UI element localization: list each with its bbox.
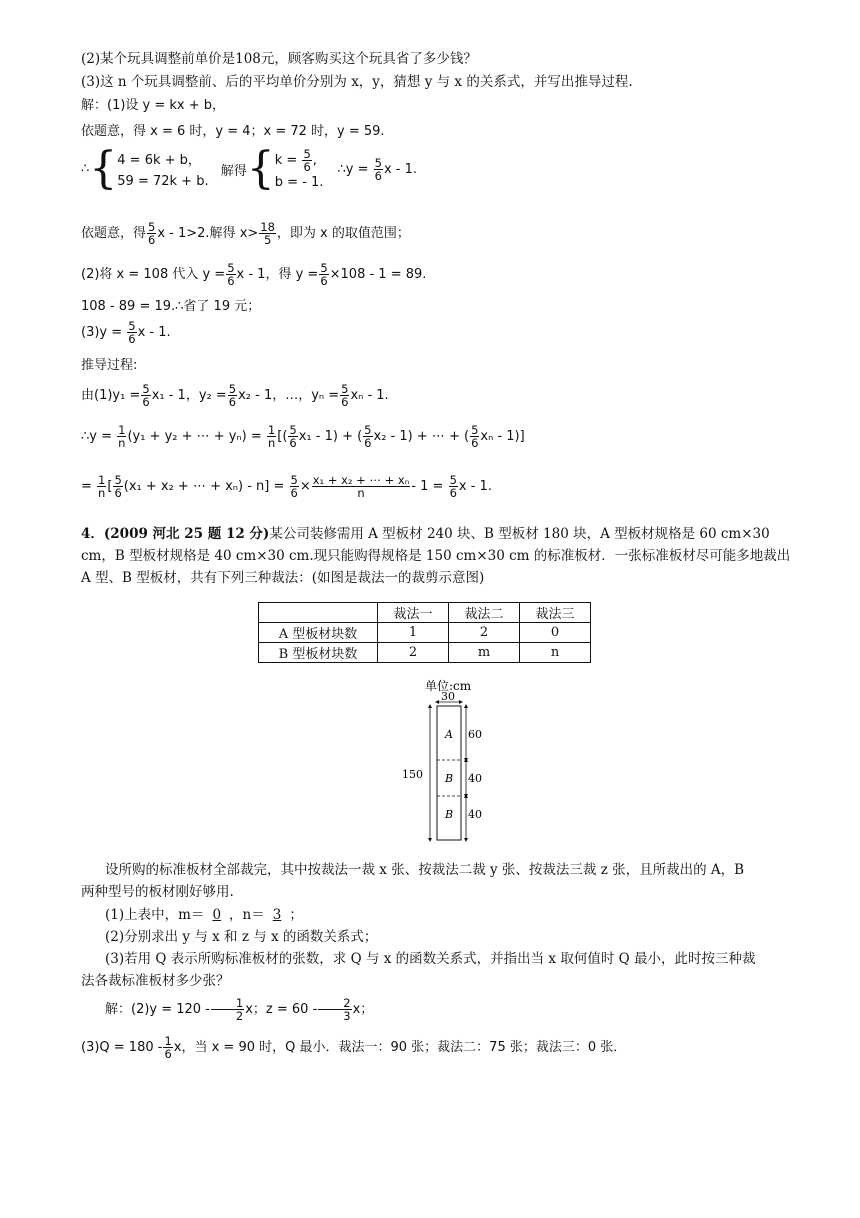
- part-2: (2)分别求出 y 与 x 和 z 与 x 的函数关系式；: [105, 929, 378, 945]
- table-row: B 型板材块数 2 m n: [259, 643, 591, 663]
- derivation-title: 推导过程:: [81, 358, 138, 373]
- solution-part-2: 解：(2)y = 120 - $\frac{1}{2}$ x；z = 60 - $\frac{2}{3}$ x；: [105, 996, 374, 1023]
- part-3-line-2: 法各裁标准板材多少张？: [81, 973, 230, 989]
- table-header-row: 裁法一 裁法二 裁法三: [259, 603, 591, 623]
- setup-line-2: 两种型号的板材刚好够用.: [81, 884, 234, 900]
- derivation-line-3: = $\frac{1}{n}$ [ $\frac{5}{6}$ (x₁ + x₂ + ⋯ + xₙ) - n] = $\frac{5}{6}$ × $\frac{\text{x₁ + x₂ + ⋯ + xₙ}}{n}$ - 1 = $\frac{5}{6}$ x - 1.: [81, 473, 492, 500]
- question-4-line-1: 4．(2009 河北 25 题 12 分)某公司装修需用 A 型板材 240 块、B 型板材 180 块，A 型板材规格是 60 cm×30: [81, 526, 770, 542]
- substitution-line: (2)将 x = 108 代入 y = $\frac{5}{6}$ x - 1，得 y = $\frac{5}{6}$ ×108 - 1 = 89.: [81, 261, 427, 288]
- width-label: 30: [441, 690, 455, 703]
- piece-b-label: B: [445, 808, 454, 821]
- piece-a-label: A: [445, 728, 453, 741]
- solution-start: 解：(1)设 y = kx + b，: [81, 98, 226, 113]
- setup-line-1: 设所购的标准板材全部裁完，其中按裁法一裁 x 张、按裁法二裁 y 张、按裁法三裁 z 张，且所裁出的 A，B: [105, 862, 745, 878]
- unit-label: 单位:cm: [425, 679, 472, 693]
- part-1: (1)上表中，m＝ 0 ，n＝ 3 ；: [105, 907, 303, 923]
- cutting-diagram: [400, 676, 510, 846]
- solution-part-3: (3)Q = 180 - $\frac{1}{6}$ x，当 x = 90 时，Q 最小．裁法一：90 张；裁法二：75 张；裁法三：0 张．: [81, 1034, 627, 1061]
- derivation-line-1: 由(1)y₁ = $\frac{5}{6}$ x₁ - 1，y₂ = $\frac{5}{6}$ x₂ - 1，…，yₙ = $\frac{5}{6}$ xₙ - 1.: [81, 382, 389, 409]
- range-line: 依题意，得 $\frac{5}{6}$ x - 1>2.解得 x> $\frac{18}{5}$ ，即为 x 的取值范围；: [81, 220, 410, 247]
- segment-b-label: 40: [468, 772, 482, 785]
- saved-line: 108 - 89 = 19.∴省了 19 元；: [81, 299, 261, 314]
- cutting-methods-table: [258, 602, 591, 663]
- derivation-line-2: ∴y = $\frac{1}{n}$ (y₁ + y₂ + ⋯ + yₙ) = $\frac{1}{n}$ [( $\frac{5}{6}$ x₁ - 1) + ( $\frac{5}{6}$ x₂ - 1) + ⋯ + ( $\frac{5}{6}$ xₙ - 1)]: [81, 423, 525, 450]
- piece-b-label: B: [445, 772, 454, 785]
- question-3: (3)这 n 个玩具调整前、后的平均单价分别为 x，y，猜想 y 与 x 的关系式，并写出推导过程.: [81, 74, 633, 90]
- question-4-line-3: A 型、B 型板材，共有下列三种裁法：(如图是裁法一的裁剪示意图): [81, 570, 485, 586]
- equation-system: ∴{ 4 = 6k + b， 59 = 72k + b. 解得{ k = $\frac{5}{6}$ , b = - 1. ∴y = $\frac{5}{6}$ x - 1.: [81, 143, 418, 194]
- condition-line: 依题意，得 x = 6 时，y = 4；x = 72 时，y = 59.: [81, 124, 385, 139]
- answer-3: (3)y = $\frac{5}{6}$ x - 1.: [81, 319, 171, 346]
- height-label: 150: [402, 768, 423, 781]
- segment-b-label: 40: [468, 808, 482, 821]
- part-3-line-1: (3)若用 Q 表示所购标准板材的张数，求 Q 与 x 的函数关系式，并指出当 x 取何值时 Q 最小，此时按三种裁: [105, 951, 756, 967]
- question-4-line-2: cm，B 型板材规格是 40 cm×30 cm.现只能购得规格是 150 cm×30 cm 的标准板材．一张标准板材尽可能多地裁出: [81, 548, 791, 564]
- segment-a-label: 60: [468, 728, 482, 741]
- table-row: A 型板材块数 1 2 0: [259, 623, 591, 643]
- question-2: (2)某个玩具调整前单价是108元，顾客购买这个玩具省了多少钱？: [81, 51, 477, 67]
